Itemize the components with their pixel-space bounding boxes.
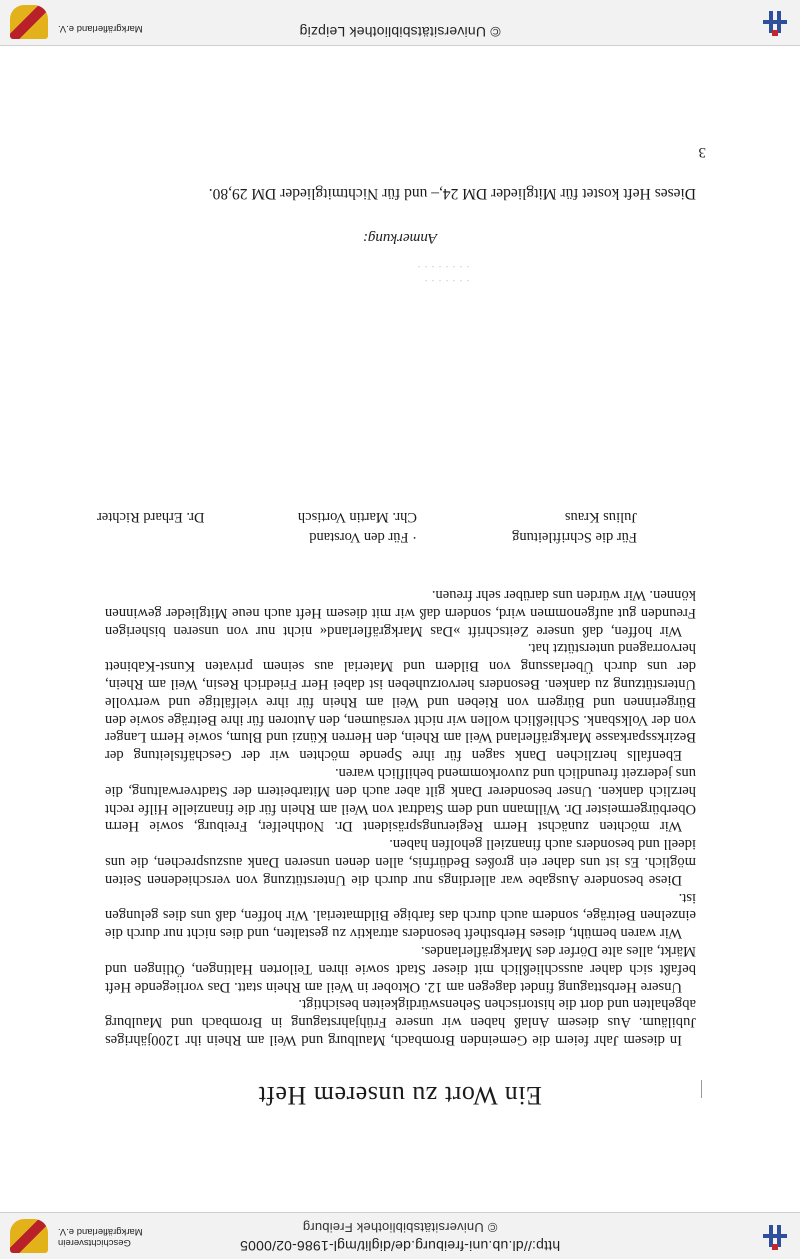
- show-through-text: · · · · · · · · · · · · · · ·: [417, 260, 470, 288]
- signature-name: Chr. Martin Vortisch: [297, 509, 417, 525]
- society-logo[interactable]: [10, 5, 185, 39]
- library-credit: © Universitätsbibliothek Freiburg: [302, 1220, 498, 1235]
- society-name: Markgräflerland e.V.: [58, 23, 143, 34]
- society-logo[interactable]: [10, 1219, 185, 1253]
- society-name: Geschichtsverein Markgräflerland e.V.: [58, 1226, 143, 1248]
- paragraph: In diesem Jahr feiern die Gemeinden Brombach, Maulburg und Weil am Rhein ihr 1200jähriges Jubiläum. Aus diesem Anlaß haben wir unsere Frühjahrstagung in Brombach und Maulburg abgehalten und dort die historischen Sehenswürdigkeiten besichtigt.: [105, 996, 696, 1048]
- paragraph: Wir waren bemüht, dieses Herbstheft besonders attraktiv zu gestalten, und dies nicht nur durch die einzelnen Beiträge, sondern auch durch das farbige Bildmaterial. Wir hoffen, daß uns dies gelungen ist.: [105, 889, 696, 942]
- paragraph: Wir hoffen, daß unsere Zeitschrift »Das Markgräflerland« nicht nur von unseren bisherigen Freunden gut aufgenommen wird, sondern daß wir mit diesem Heft auch neue Mitglieder gewinnen können. Wir würden uns darüber sehr freuen.: [105, 587, 696, 639]
- note-heading: Anmerkung:: [362, 230, 438, 246]
- society-crest-icon: [10, 5, 48, 39]
- bottom-source-bar: [0, 0, 800, 46]
- article-title: Ein Wort zu unserem Heft: [258, 1081, 542, 1110]
- paragraph: Wir möchten zunächst Herrn Regierungspräsident Dr. Nothhelfer, Freiburg, sowie Herrn Oberbürgermeister Dr. Willmann und dem Stadtrat von Weil am Rhein für die finanzielle Hilfe recht herzlich danken. Unser besonderer Dank gilt aber auch den Mitarbeitern der Stadtverwaltung, die uns jederzeit freundlich und zuvorkommend behilflich waren.: [105, 765, 696, 835]
- paragraph: Diese besondere Ausgabe war allerdings nur durch die Unterstützung von verschiedenen Seiten möglich. Es ist uns daher ein großes Bedürfnis, allen denen unseren Dank auszusprechen, die uns ideell und besonders auch finanziell geholfen haben.: [105, 836, 696, 888]
- top-source-bar: [0, 1212, 800, 1259]
- library-credit: © Universitätsbibliothek Leipzig: [299, 24, 501, 40]
- document-content: [0, 46, 800, 1213]
- board-signature: [97, 507, 417, 547]
- price-note: Dieses Heft kostet für Mitglieder DM 24,– und für Nichtmitglieder DM 29,80.: [208, 185, 696, 202]
- signature-name: Dr. Erhard Richter: [97, 509, 205, 525]
- editorial-signature: [447, 507, 637, 547]
- page-number: 3: [698, 144, 706, 160]
- signature-heading: · Für den Vorstand: [309, 529, 417, 545]
- article-body: [105, 585, 696, 1048]
- signature-heading: Für die Schriftleitung: [512, 529, 637, 545]
- paragraph: Unsere Herbsttagung findet dagegen am 12. Oktober in Weil am Rhein statt. Das vorliegende Heft befaßt sich daher ausschließlich mit dieser Stadt sowie ihren Teilorten Haltingen, Ötlingen und Märkt, alles alte Dörfer des Markgräflerlandes.: [105, 943, 696, 995]
- society-crest-icon: [10, 1219, 48, 1253]
- signature-name: Julius Kraus: [564, 509, 637, 525]
- source-url[interactable]: http://dl.ub.uni-freiburg.de/diglit/mgl-1986-02/0005: [239, 1238, 561, 1254]
- paragraph: Ebenfalls herzlichen Dank sagen für ihre Spende möchten wir der Geschäftsleitung der Bezirkssparkasse Markgräflerland Weil am Rhein, den Herren Künzi und Blum, sowie Herrn Langer von der Volksbank. Schließlich wollen wir nicht versäumen, den Autoren für ihre Beiträge sowie den Bürgerinnen und Bürgern von Rieben und Weil am Rhein für ihre vielfältige und wertvolle Unterstützung zu danken. Besonders hervorzuheben ist dabei Herr Friedrich Resin, Weil am Rhein, der uns durch Überlassung von Bildern und Material aus seinem privaten Kunst-Kabinett hervorragend unterstützt hat.: [105, 640, 696, 764]
